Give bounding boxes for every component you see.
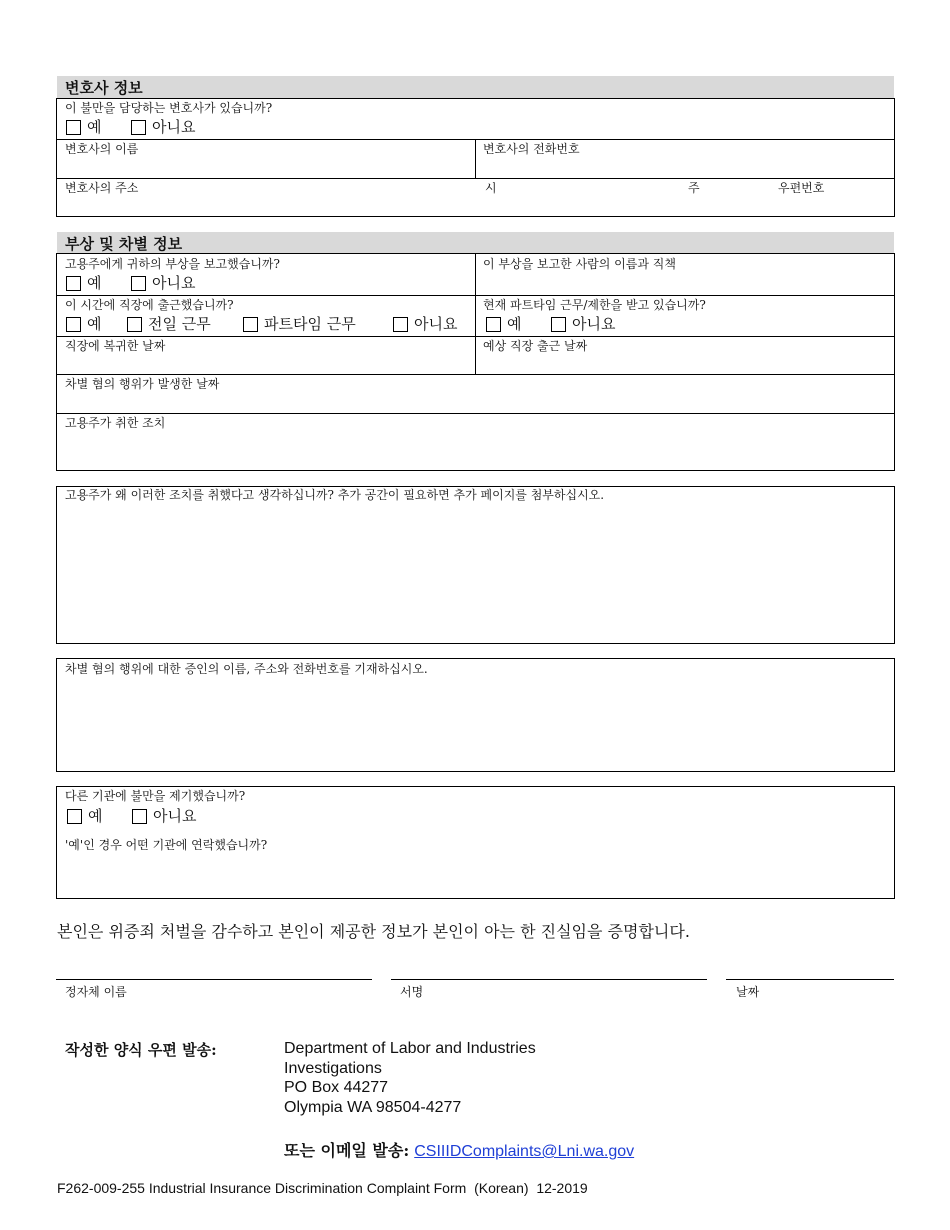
option-label: 아니요 (153, 807, 197, 825)
restrictions-yes-option[interactable] (486, 315, 522, 333)
checkbox[interactable] (67, 809, 82, 824)
field-label: 주 (688, 181, 700, 195)
why-action-textarea[interactable] (56, 486, 895, 644)
checkbox[interactable] (66, 317, 81, 332)
option-label: 파트타임 근무 (264, 315, 356, 333)
divider (475, 254, 476, 374)
checkbox[interactable] (393, 317, 408, 332)
checkbox[interactable] (66, 276, 81, 291)
at-work-no-option[interactable] (393, 315, 457, 333)
attorney-zip-field[interactable] (778, 181, 824, 195)
reported-no-option[interactable] (131, 274, 195, 292)
return-to-work-date-field[interactable] (65, 339, 165, 353)
reporter-name-title-field[interactable] (483, 257, 676, 271)
attorney-name-field[interactable] (65, 142, 138, 156)
which-agency-field[interactable] (65, 838, 267, 852)
other-agency-question: 다른 기관에 불만을 제기했습니까? (65, 789, 246, 803)
divider (57, 178, 894, 179)
has-attorney-no-option[interactable] (131, 118, 195, 136)
other-agency-box (56, 786, 895, 899)
has-attorney-question: 이 불만을 담당하는 변호사가 있습니까? (65, 101, 273, 115)
option-label: 아니요 (152, 118, 196, 136)
divider (57, 374, 894, 375)
printed-name-line[interactable] (56, 979, 372, 980)
field-label: 변호사의 주소 (65, 181, 139, 195)
option-label: 예 (507, 315, 522, 333)
field-label: 예상 직장 출근 날짜 (483, 339, 588, 353)
email-label: 또는 이메일 발송: (284, 1141, 410, 1160)
certification-statement: 본인은 위증죄 처벌을 감수하고 본인이 제공한 정보가 본인이 아는 한 진실임을 증명합니다. (57, 922, 690, 941)
divider (57, 413, 894, 414)
field-label: 변호사의 이름 (65, 142, 139, 156)
at-work-question: 이 시간에 직장에 출근했습니까? (65, 298, 234, 312)
email-row (284, 1138, 634, 1161)
option-label: 전일 근무 (148, 315, 211, 333)
at-work-fulltime-option[interactable] (127, 315, 211, 333)
divider (475, 139, 476, 178)
attorney-state-field[interactable] (688, 181, 700, 195)
checkbox[interactable] (131, 276, 146, 291)
expected-return-date-field[interactable] (483, 339, 587, 353)
option-label: 예 (87, 274, 102, 292)
at-work-yes-option[interactable] (66, 315, 102, 333)
option-label: 아니요 (572, 315, 616, 333)
option-label: 예 (87, 315, 102, 333)
witness-textarea[interactable] (56, 658, 895, 772)
field-label: 직장에 복귀한 날짜 (65, 339, 166, 353)
checkbox[interactable] (132, 809, 147, 824)
reported-yes-option[interactable] (66, 274, 102, 292)
option-label: 예 (87, 118, 102, 136)
field-label: 고용주가 취한 조치 (65, 416, 166, 430)
injury-section-header: 부상 및 차별 정보 (57, 232, 894, 254)
reported-injury-question: 고용주에게 귀하의 부상을 보고했습니까? (65, 257, 280, 271)
address-line-4: Olympia WA 98504-4277 (284, 1099, 462, 1116)
address-line-2: Investigations (284, 1060, 382, 1077)
form-footer: F262-009-255 Industrial Insurance Discrimination Complaint Form (Korean) 12-2019 (57, 1180, 588, 1196)
date-line[interactable] (726, 979, 894, 980)
field-label: 차별 혐의 행위가 발생한 날짜 (65, 377, 220, 391)
field-label: '예'인 경우 어떤 기관에 연락했습니까? (65, 838, 268, 852)
signature-line[interactable] (391, 979, 707, 980)
attorney-address-field[interactable] (65, 181, 138, 195)
parttime-restrictions-question: 현재 파트타임 근무/제한을 받고 있습니까? (483, 298, 706, 312)
other-agency-yes-option[interactable] (67, 807, 103, 825)
printed-name-label: 정자체 이름 (65, 985, 127, 999)
checkbox[interactable] (486, 317, 501, 332)
attorney-city-field[interactable] (485, 181, 497, 195)
restrictions-no-option[interactable] (551, 315, 615, 333)
email-link[interactable]: CSIIIDComplaints@Lni.wa.gov (414, 1143, 635, 1160)
at-work-parttime-option[interactable] (243, 315, 356, 333)
signature-label: 서명 (400, 985, 424, 999)
checkbox[interactable] (127, 317, 142, 332)
field-label: 변호사의 전화번호 (483, 142, 580, 156)
address-line-1: Department of Labor and Industries (284, 1040, 536, 1057)
other-agency-no-option[interactable] (132, 807, 196, 825)
field-label: 우편번호 (778, 181, 825, 195)
mailing-label: 작성한 양식 우편 발송: (65, 1041, 217, 1059)
field-label: 시 (485, 181, 497, 195)
discrimination-date-field[interactable] (65, 377, 219, 391)
date-label: 날짜 (736, 985, 760, 999)
checkbox[interactable] (131, 120, 146, 135)
checkbox[interactable] (66, 120, 81, 135)
attorney-section-header: 변호사 정보 (57, 76, 894, 98)
option-label: 아니요 (414, 315, 458, 333)
attorney-phone-field[interactable] (483, 142, 580, 156)
address-line-3: PO Box 44277 (284, 1079, 389, 1096)
employer-action-field[interactable] (65, 416, 165, 430)
checkbox[interactable] (243, 317, 258, 332)
field-label: 이 부상을 보고한 사람의 이름과 직책 (483, 257, 676, 271)
has-attorney-yes-option[interactable] (66, 118, 102, 136)
option-label: 예 (88, 807, 103, 825)
option-label: 아니요 (152, 274, 196, 292)
why-action-label: 고용주가 왜 이러한 조치를 취했다고 생각하십니까? 추가 공간이 필요하면 추가 페이지를 첨부하십시오. (65, 488, 605, 502)
checkbox[interactable] (551, 317, 566, 332)
witness-label: 차별 혐의 행위에 대한 증인의 이름, 주소와 전화번호를 기재하십시오. (65, 662, 428, 676)
